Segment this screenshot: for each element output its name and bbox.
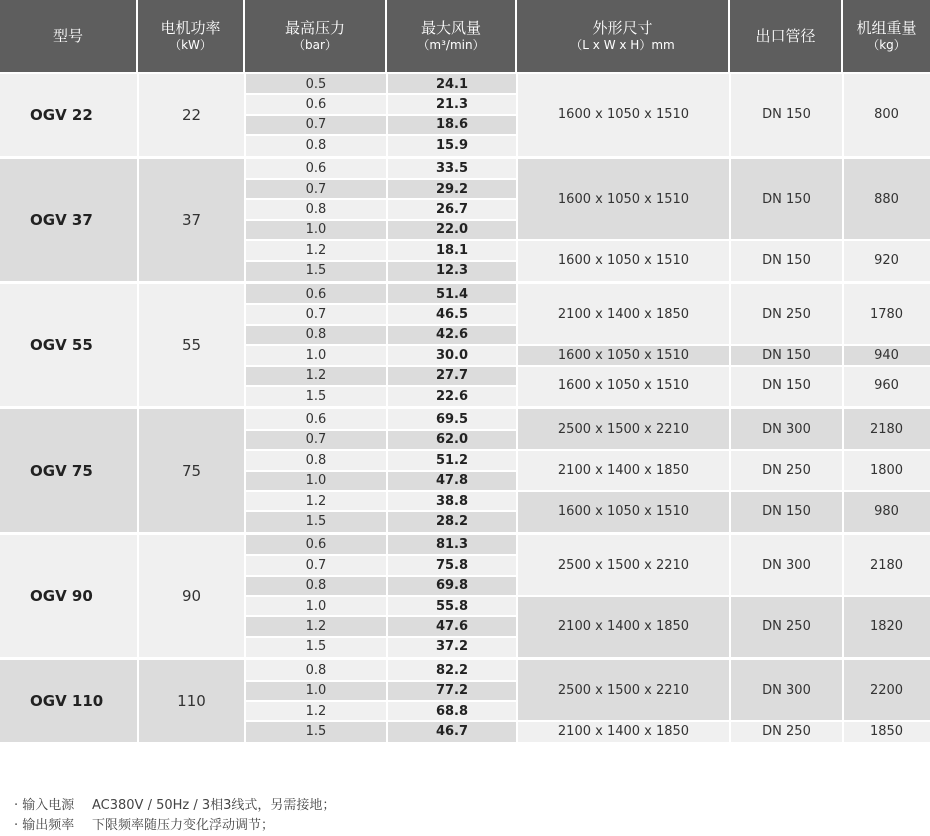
row-divider xyxy=(245,429,517,431)
pressure-value: 0.8 xyxy=(245,199,387,219)
motor-power: 110 xyxy=(138,660,245,742)
column-divider xyxy=(516,660,518,742)
pressure-value: 1.2 xyxy=(245,366,387,386)
pressure-value: 0.5 xyxy=(245,74,387,94)
header-unit: （m³/min） xyxy=(417,38,485,52)
row-divider xyxy=(245,178,517,180)
airflow-value: 77.2 xyxy=(387,681,517,701)
row-divider xyxy=(245,720,517,722)
row-divider xyxy=(245,114,517,116)
column-divider xyxy=(729,74,731,156)
outlet-diameter-value: DN 150 xyxy=(730,159,843,241)
column-divider xyxy=(244,284,246,406)
outlet-diameter-value: DN 150 xyxy=(730,74,843,156)
row-divider xyxy=(245,303,517,305)
row-divider xyxy=(245,365,517,367)
column-divider xyxy=(729,535,731,657)
weight-value: 1820 xyxy=(843,596,930,657)
airflow-value: 47.8 xyxy=(387,471,517,491)
weight-value: 800 xyxy=(843,74,930,156)
outlet-diameter-value: DN 150 xyxy=(730,240,843,281)
motor-power: 75 xyxy=(138,409,245,531)
note-output-frequency xyxy=(14,816,335,836)
column-divider xyxy=(516,284,518,406)
pressure-value: 0.7 xyxy=(245,555,387,575)
column-divider xyxy=(137,409,139,531)
airflow-value: 47.6 xyxy=(387,616,517,636)
row-divider xyxy=(517,595,930,597)
dimensions-value: 1600 x 1050 x 1510 xyxy=(517,366,730,407)
airflow-value: 55.8 xyxy=(387,596,517,616)
row-divider xyxy=(245,470,517,472)
outlet-diameter-value: DN 150 xyxy=(730,345,843,365)
header-title: 机组重量 xyxy=(856,19,917,37)
airflow-value: 18.1 xyxy=(387,240,517,260)
pressure-value: 0.8 xyxy=(245,325,387,345)
model-name: OGV 110 xyxy=(0,660,138,742)
footnotes xyxy=(14,796,335,836)
column-divider xyxy=(516,535,518,657)
weight-value: 2180 xyxy=(843,409,930,450)
header-title: 外形尺寸 xyxy=(592,19,653,37)
motor-power: 22 xyxy=(138,74,245,156)
pressure-value: 0.6 xyxy=(245,409,387,429)
airflow-value: 75.8 xyxy=(387,555,517,575)
pressure-value: 0.7 xyxy=(245,430,387,450)
motor-power: 37 xyxy=(138,159,245,281)
header-unit: （kW） xyxy=(169,38,212,52)
pressure-value: 0.7 xyxy=(245,115,387,135)
airflow-value: 21.3 xyxy=(387,94,517,114)
pressure-value: 1.2 xyxy=(245,240,387,260)
airflow-value: 26.7 xyxy=(387,199,517,219)
row-divider xyxy=(245,449,517,451)
airflow-value: 62.0 xyxy=(387,430,517,450)
dimensions-value: 2100 x 1400 x 1850 xyxy=(517,721,730,741)
weight-value: 1800 xyxy=(843,450,930,491)
airflow-value: 51.4 xyxy=(387,284,517,304)
airflow-value: 22.6 xyxy=(387,386,517,406)
header-max-pressure xyxy=(245,0,387,72)
pressure-value: 0.7 xyxy=(245,179,387,199)
row-divider xyxy=(245,385,517,387)
pressure-value: 0.8 xyxy=(245,450,387,470)
outlet-diameter-value: DN 150 xyxy=(730,366,843,407)
column-divider xyxy=(137,284,139,406)
row-divider xyxy=(245,324,517,326)
column-divider xyxy=(137,535,139,657)
column-divider xyxy=(137,660,139,742)
column-divider xyxy=(244,74,246,156)
column-divider xyxy=(137,74,139,156)
dimensions-value: 2500 x 1500 x 2210 xyxy=(517,409,730,450)
row-divider xyxy=(245,680,517,682)
row-divider xyxy=(245,239,517,241)
airflow-value: 22.0 xyxy=(387,220,517,240)
column-divider xyxy=(386,660,388,742)
row-divider xyxy=(245,344,517,346)
header-title: 最高压力 xyxy=(284,19,345,37)
row-divider xyxy=(245,510,517,512)
airflow-value: 28.2 xyxy=(387,511,517,531)
row-divider xyxy=(245,219,517,221)
airflow-value: 81.3 xyxy=(387,535,517,555)
pressure-value: 1.0 xyxy=(245,345,387,365)
row-divider xyxy=(517,720,930,722)
weight-value: 1850 xyxy=(843,721,930,741)
column-divider xyxy=(516,74,518,156)
pressure-value: 1.5 xyxy=(245,721,387,741)
weight-value: 2200 xyxy=(843,660,930,721)
row-divider xyxy=(245,575,517,577)
dimensions-value: 2500 x 1500 x 2210 xyxy=(517,660,730,721)
note-label: · 输出频率 xyxy=(14,818,75,833)
model-name: OGV 22 xyxy=(0,74,138,156)
airflow-value: 15.9 xyxy=(387,135,517,155)
row-divider xyxy=(245,595,517,597)
column-divider xyxy=(386,535,388,657)
airflow-value: 46.5 xyxy=(387,304,517,324)
column-divider xyxy=(137,159,139,281)
column-divider xyxy=(244,535,246,657)
pressure-value: 1.5 xyxy=(245,511,387,531)
airflow-value: 69.8 xyxy=(387,576,517,596)
column-divider xyxy=(244,660,246,742)
pressure-value: 0.8 xyxy=(245,660,387,680)
header-unit: （L x W x H）mm xyxy=(570,38,675,52)
airflow-value: 30.0 xyxy=(387,345,517,365)
outlet-diameter-value: DN 300 xyxy=(730,409,843,450)
pressure-value: 0.6 xyxy=(245,284,387,304)
note-text: 下限频率随压力变化浮动调节； xyxy=(92,818,275,833)
pressure-value: 1.5 xyxy=(245,261,387,281)
model-name: OGV 75 xyxy=(0,409,138,531)
dimensions-value: 1600 x 1050 x 1510 xyxy=(517,345,730,365)
column-divider xyxy=(729,660,731,742)
pressure-value: 1.0 xyxy=(245,681,387,701)
row-divider xyxy=(245,93,517,95)
pressure-value: 1.5 xyxy=(245,386,387,406)
dimensions-value: 1600 x 1050 x 1510 xyxy=(517,159,730,241)
header-outlet-diameter xyxy=(730,0,843,72)
airflow-value: 68.8 xyxy=(387,701,517,721)
column-divider xyxy=(842,535,844,657)
column-divider xyxy=(386,284,388,406)
column-divider xyxy=(244,159,246,281)
column-divider xyxy=(729,159,731,281)
pressure-value: 1.0 xyxy=(245,471,387,491)
header-title: 最大风量 xyxy=(420,19,481,37)
column-divider xyxy=(842,660,844,742)
weight-value: 920 xyxy=(843,240,930,281)
column-divider xyxy=(729,409,731,531)
dimensions-value: 2100 x 1400 x 1850 xyxy=(517,450,730,491)
column-divider xyxy=(386,74,388,156)
row-divider xyxy=(245,700,517,702)
pressure-value: 1.0 xyxy=(245,220,387,240)
row-divider xyxy=(517,239,930,241)
column-divider xyxy=(516,159,518,281)
airflow-value: 29.2 xyxy=(387,179,517,199)
weight-value: 2180 xyxy=(843,535,930,596)
row-divider xyxy=(245,636,517,638)
header-dimensions xyxy=(517,0,730,72)
row-divider xyxy=(245,260,517,262)
dimensions-value: 1600 x 1050 x 1510 xyxy=(517,491,730,532)
outlet-diameter-value: DN 150 xyxy=(730,491,843,532)
row-divider xyxy=(245,490,517,492)
weight-value: 960 xyxy=(843,366,930,407)
dimensions-value: 1600 x 1050 x 1510 xyxy=(517,240,730,281)
column-divider xyxy=(386,159,388,281)
motor-power: 55 xyxy=(138,284,245,406)
outlet-diameter-value: DN 250 xyxy=(730,596,843,657)
header-title: 型号 xyxy=(52,27,83,45)
row-divider xyxy=(245,198,517,200)
pressure-value: 1.2 xyxy=(245,491,387,511)
column-divider xyxy=(842,284,844,406)
dimensions-value: 2100 x 1400 x 1850 xyxy=(517,596,730,657)
motor-power: 90 xyxy=(138,535,245,657)
pressure-value: 1.2 xyxy=(245,616,387,636)
airflow-value: 24.1 xyxy=(387,74,517,94)
airflow-value: 42.6 xyxy=(387,325,517,345)
dimensions-value: 2100 x 1400 x 1850 xyxy=(517,284,730,345)
header-max-airflow xyxy=(387,0,517,72)
model-name: OGV 37 xyxy=(0,159,138,281)
airflow-value: 37.2 xyxy=(387,637,517,657)
row-divider xyxy=(517,449,930,451)
outlet-diameter-value: DN 250 xyxy=(730,721,843,741)
row-divider xyxy=(245,134,517,136)
header-unit-weight xyxy=(843,0,930,72)
row-divider xyxy=(517,490,930,492)
airflow-value: 27.7 xyxy=(387,366,517,386)
pressure-value: 1.5 xyxy=(245,637,387,657)
header-title: 电机功率 xyxy=(160,19,221,37)
header-motor-power xyxy=(138,0,245,72)
column-divider xyxy=(729,284,731,406)
pressure-value: 0.6 xyxy=(245,535,387,555)
column-divider xyxy=(244,409,246,531)
pressure-value: 0.8 xyxy=(245,135,387,155)
dimensions-value: 1600 x 1050 x 1510 xyxy=(517,74,730,156)
airflow-value: 51.2 xyxy=(387,450,517,470)
pressure-value: 1.0 xyxy=(245,596,387,616)
outlet-diameter-value: DN 300 xyxy=(730,535,843,596)
airflow-value: 38.8 xyxy=(387,491,517,511)
row-divider xyxy=(517,344,930,346)
row-divider xyxy=(245,615,517,617)
weight-value: 940 xyxy=(843,345,930,365)
airflow-value: 69.5 xyxy=(387,409,517,429)
column-divider xyxy=(842,74,844,156)
header-unit: （bar） xyxy=(293,38,337,52)
column-divider xyxy=(842,159,844,281)
note-power-supply xyxy=(14,796,335,816)
pressure-value: 0.6 xyxy=(245,159,387,179)
pressure-value: 0.7 xyxy=(245,304,387,324)
column-divider xyxy=(516,409,518,531)
model-name: OGV 55 xyxy=(0,284,138,406)
dimensions-value: 2500 x 1500 x 2210 xyxy=(517,535,730,596)
header-unit: （kg） xyxy=(867,38,906,52)
airflow-value: 46.7 xyxy=(387,721,517,741)
column-divider xyxy=(842,409,844,531)
pressure-value: 1.2 xyxy=(245,701,387,721)
outlet-diameter-value: DN 250 xyxy=(730,450,843,491)
airflow-value: 18.6 xyxy=(387,115,517,135)
pressure-value: 0.8 xyxy=(245,576,387,596)
row-divider xyxy=(245,554,517,556)
pressure-value: 0.6 xyxy=(245,94,387,114)
airflow-value: 12.3 xyxy=(387,261,517,281)
row-divider xyxy=(517,365,930,367)
column-divider xyxy=(386,409,388,531)
airflow-value: 33.5 xyxy=(387,159,517,179)
weight-value: 1780 xyxy=(843,284,930,345)
outlet-diameter-value: DN 250 xyxy=(730,284,843,345)
model-name: OGV 90 xyxy=(0,535,138,657)
note-text: AC380V / 50Hz / 3相3线式，另需接地； xyxy=(92,798,336,813)
weight-value: 980 xyxy=(843,491,930,532)
airflow-value: 82.2 xyxy=(387,660,517,680)
weight-value: 880 xyxy=(843,159,930,241)
outlet-diameter-value: DN 300 xyxy=(730,660,843,721)
note-label: · 输入电源 xyxy=(14,798,75,813)
header-model xyxy=(0,0,138,72)
header-title: 出口管径 xyxy=(755,27,816,45)
